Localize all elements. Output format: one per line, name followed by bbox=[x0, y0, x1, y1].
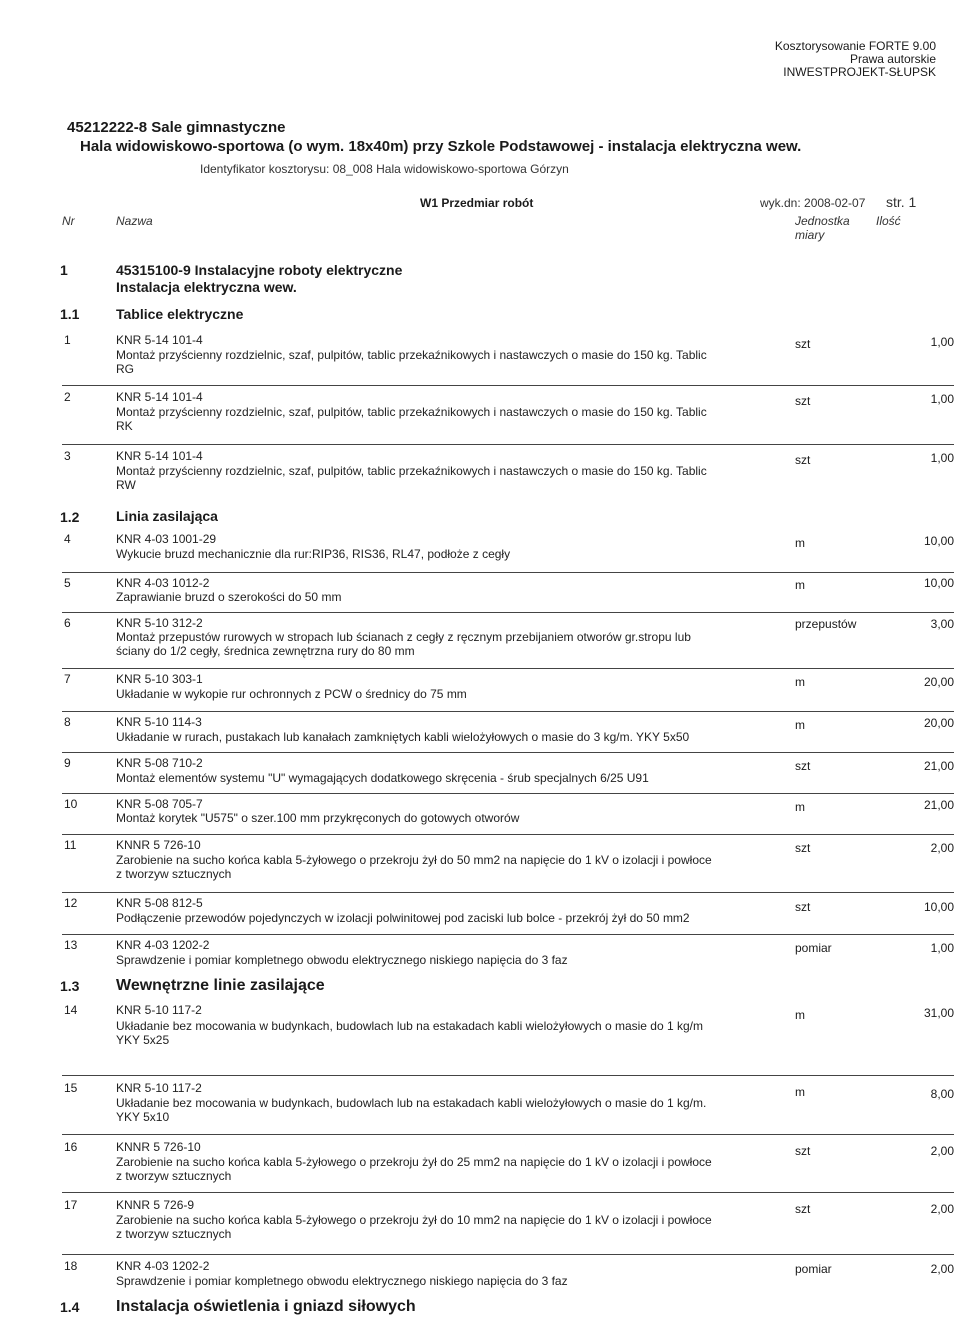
row-description: Montaż przepustów rurowych w stropach lub ścianach z cegły z ręcznym przebijaniem otworów gr.stropu lub ściany do 1/2 cegły, średnica zewnętrzna rury do 80 mm bbox=[116, 630, 691, 658]
row-description: Układanie bez mocowania w budynkach, budowlach lub na estakadach kabli wielożyłowych o masie do 1 kg/m YKY 5x25 bbox=[116, 1019, 703, 1047]
row-description: Montaż przyścienny rozdzielnic, szaf, pulpitów, tablic przekaźnikowych i nastawczych o masie do 150 kg. Tablic RK bbox=[116, 405, 707, 433]
section-title: Wewnętrzne linie zasilające bbox=[116, 977, 325, 994]
column-unit: Jednostka miary bbox=[795, 214, 850, 242]
row-unit: m bbox=[795, 578, 805, 592]
row-description: Podłączenie przewodów pojedynczych w izolacji polwinitowej pod zaciski lub bolce - przekrój żył do 50 mm2 bbox=[116, 911, 690, 925]
row-code: KNR 5-10 114-3 bbox=[116, 715, 202, 729]
row-divider bbox=[62, 572, 954, 573]
row-quantity: 1,00 bbox=[930, 941, 954, 955]
row-number: 7 bbox=[64, 672, 71, 686]
row-description: Wykucie bruzd mechanicznie dla rur:RIP36, RIS36, RL47, podłoże z cegły bbox=[116, 547, 511, 561]
software-name: Kosztorysowanie FORTE 9.00 bbox=[774, 39, 936, 53]
row-description: Zaprawianie bruzd o szerokości do 50 mm bbox=[116, 590, 342, 604]
row-unit: szt bbox=[795, 453, 811, 467]
row-number: 10 bbox=[64, 797, 78, 811]
row-number: 1 bbox=[64, 333, 71, 347]
row-code: KNR 5-08 710-2 bbox=[116, 756, 203, 770]
section-title: Linia zasilająca bbox=[116, 508, 218, 524]
row-unit: szt bbox=[795, 337, 811, 351]
row-divider bbox=[62, 834, 954, 835]
section-title: Tablice elektryczne bbox=[116, 306, 244, 322]
row-code: KNNR 5 726-9 bbox=[116, 1198, 195, 1212]
row-code: KNR 5-08 705-7 bbox=[116, 797, 203, 811]
software-info bbox=[775, 40, 936, 79]
row-number: 13 bbox=[64, 938, 78, 952]
row-quantity: 2,00 bbox=[930, 1262, 954, 1276]
row-number: 16 bbox=[64, 1140, 78, 1154]
row-divider bbox=[62, 668, 954, 669]
row-unit: pomiar bbox=[795, 941, 832, 955]
row-description: Montaż korytek "U575" o szer.100 mm przykręconych do gotowych otworów bbox=[116, 811, 520, 825]
row-quantity: 21,00 bbox=[923, 759, 954, 773]
row-code: KNR 5-14 101-4 bbox=[116, 449, 203, 463]
row-number: 3 bbox=[64, 449, 71, 463]
row-quantity: 8,00 bbox=[930, 1087, 954, 1101]
row-divider bbox=[62, 385, 954, 386]
row-unit: m bbox=[795, 536, 805, 550]
row-code: KNR 5-14 101-4 bbox=[116, 390, 203, 404]
row-quantity: 1,00 bbox=[930, 451, 954, 465]
row-number: 9 bbox=[64, 756, 71, 770]
row-unit: m bbox=[795, 800, 805, 814]
row-quantity: 10,00 bbox=[923, 576, 954, 590]
row-unit: szt bbox=[795, 841, 811, 855]
row-divider bbox=[62, 793, 954, 794]
row-code: KNR 4-03 1202-2 bbox=[116, 1259, 210, 1273]
row-description: Zarobienie na sucho końca kabla 5-żyłowego o przekroju żył do 50 mm2 na napięcie do 1 kV o izolacji i powłoce z tworzyw sztucznych bbox=[116, 853, 712, 881]
row-unit: m bbox=[795, 1008, 805, 1022]
copyright-label: Prawa autorskie bbox=[849, 52, 936, 66]
row-description: Zarobienie na sucho końca kabla 5-żyłowego o przekroju żył do 25 mm2 na napięcie do 1 kV o izolacji i powłoce z tworzyw sztucznych bbox=[116, 1155, 712, 1183]
row-divider bbox=[62, 752, 954, 753]
column-quantity: Ilość bbox=[876, 214, 901, 228]
row-unit: szt bbox=[795, 759, 811, 773]
row-unit: szt bbox=[795, 1144, 811, 1158]
row-quantity: 10,00 bbox=[923, 900, 954, 914]
document-subtitle: Hala widowiskowo-sportowa (o wym. 18x40m) przy Szkole Podstawowej - instalacja elektryczna wew. bbox=[80, 138, 802, 155]
page-number: str. 1 bbox=[886, 194, 917, 210]
row-unit: szt bbox=[795, 1202, 811, 1216]
row-quantity: 2,00 bbox=[930, 1202, 954, 1216]
row-quantity: 2,00 bbox=[930, 1144, 954, 1158]
row-unit: szt bbox=[795, 394, 811, 408]
row-quantity: 21,00 bbox=[923, 798, 954, 812]
row-quantity: 1,00 bbox=[930, 335, 954, 349]
row-description: Montaż elementów systemu "U" wymagających dodatkowego skręcenia - śrub specjalnych 6/25 U91 bbox=[116, 771, 649, 785]
row-number: 8 bbox=[64, 715, 71, 729]
row-description: Sprawdzenie i pomiar kompletnego obwodu elektrycznego niskiego napięcia do 3 faz bbox=[116, 953, 568, 967]
section-number: 1.3 bbox=[60, 978, 80, 994]
row-divider bbox=[62, 612, 954, 613]
row-number: 11 bbox=[64, 838, 77, 852]
row-quantity: 31,00 bbox=[923, 1006, 954, 1020]
column-nr: Nr bbox=[62, 214, 75, 228]
row-code: KNNR 5 726-10 bbox=[116, 838, 201, 852]
row-code: KNR 5-10 117-2 bbox=[116, 1081, 202, 1095]
row-code: KNR 4-03 1202-2 bbox=[116, 938, 210, 952]
row-description: Montaż przyścienny rozdzielnic, szaf, pulpitów, tablic przekaźnikowych i nastawczych o masie do 150 kg. Tablic RW bbox=[116, 464, 707, 492]
row-number: 12 bbox=[64, 896, 78, 910]
row-number: 4 bbox=[64, 532, 71, 546]
row-divider bbox=[62, 934, 954, 935]
row-divider bbox=[62, 1192, 954, 1193]
section-number: 1.2 bbox=[60, 509, 80, 525]
row-number: 2 bbox=[64, 390, 71, 404]
table-subject: W1 Przedmiar robót bbox=[420, 196, 534, 210]
row-number: 18 bbox=[64, 1259, 78, 1273]
section-title: Instalacja oświetlenia i gniazd siłowych bbox=[116, 1298, 416, 1315]
row-quantity: 20,00 bbox=[923, 675, 954, 689]
row-description: Montaż przyścienny rozdzielnic, szaf, pulpitów, tablic przekaźnikowych i nastawczych o masie do 150 kg. Tablic RG bbox=[116, 348, 707, 376]
row-description: Układanie bez mocowania w budynkach, budowlach lub na estakadach kabli wielożyłowych o masie do 1 kg/m. YKY 5x10 bbox=[116, 1096, 707, 1124]
row-unit: m bbox=[795, 675, 805, 689]
row-number: 17 bbox=[64, 1198, 78, 1212]
row-divider bbox=[62, 892, 954, 893]
row-divider bbox=[62, 1075, 954, 1076]
section-number: 1 bbox=[60, 262, 68, 278]
row-code: KNNR 5 726-10 bbox=[116, 1140, 201, 1154]
section-title: 45315100-9 Instalacyjne roboty elektryczne Instalacja elektryczna wew. bbox=[116, 262, 403, 295]
section-number: 1.4 bbox=[60, 1299, 80, 1315]
row-code: KNR 5-10 117-2 bbox=[116, 1003, 202, 1017]
row-quantity: 20,00 bbox=[923, 716, 954, 730]
row-divider bbox=[62, 1254, 954, 1255]
row-description: Układanie w rurach, pustakach lub kanałach zamkniętych kabli wielożyłowych o masie do 3 kg/m. YKY 5x50 bbox=[116, 730, 690, 744]
section-number: 1.1 bbox=[60, 306, 80, 322]
row-divider bbox=[62, 711, 954, 712]
row-code: KNR 5-10 303-1 bbox=[116, 672, 203, 686]
row-number: 15 bbox=[64, 1081, 78, 1095]
row-quantity: 3,00 bbox=[930, 617, 954, 631]
row-unit: m bbox=[795, 1085, 805, 1099]
row-divider bbox=[62, 1134, 954, 1135]
row-quantity: 10,00 bbox=[923, 534, 954, 548]
row-quantity: 2,00 bbox=[930, 841, 954, 855]
row-divider bbox=[62, 444, 954, 445]
row-number: 6 bbox=[64, 616, 71, 630]
document-code-title: 45212222-8 Sale gimnastyczne bbox=[67, 119, 286, 136]
row-unit: m bbox=[795, 718, 805, 732]
row-unit: szt bbox=[795, 900, 811, 914]
row-description: Zarobienie na sucho końca kabla 5-żyłowego o przekroju żył do 10 mm2 na napięcie do 1 kV o izolacji i powłoce z tworzyw sztucznych bbox=[116, 1213, 712, 1241]
row-description: Układanie w wykopie rur ochronnych z PCW o średnicy do 75 mm bbox=[116, 687, 467, 701]
row-description: Sprawdzenie i pomiar kompletnego obwodu elektrycznego niskiego napięcia do 3 faz bbox=[116, 1274, 568, 1288]
row-code: KNR 5-10 312-2 bbox=[116, 616, 203, 630]
row-unit: pomiar bbox=[795, 1262, 832, 1276]
estimate-identifier: Identyfikator kosztorysu: 08_008 Hala widowiskowo-sportowa Górzyn bbox=[200, 162, 569, 176]
row-number: 14 bbox=[64, 1003, 78, 1017]
copyright-owner: INWESTPROJEKT-SŁUPSK bbox=[783, 65, 936, 79]
row-code: KNR 4-03 1001-29 bbox=[116, 532, 217, 546]
column-name: Nazwa bbox=[116, 214, 153, 228]
row-unit: przepustów bbox=[795, 617, 857, 631]
row-number: 5 bbox=[64, 576, 71, 590]
row-code: KNR 4-03 1012-2 bbox=[116, 576, 210, 590]
row-quantity: 1,00 bbox=[930, 392, 954, 406]
print-date: wyk.dn: 2008-02-07 bbox=[760, 196, 866, 210]
row-code: KNR 5-14 101-4 bbox=[116, 333, 203, 347]
row-code: KNR 5-08 812-5 bbox=[116, 896, 203, 910]
